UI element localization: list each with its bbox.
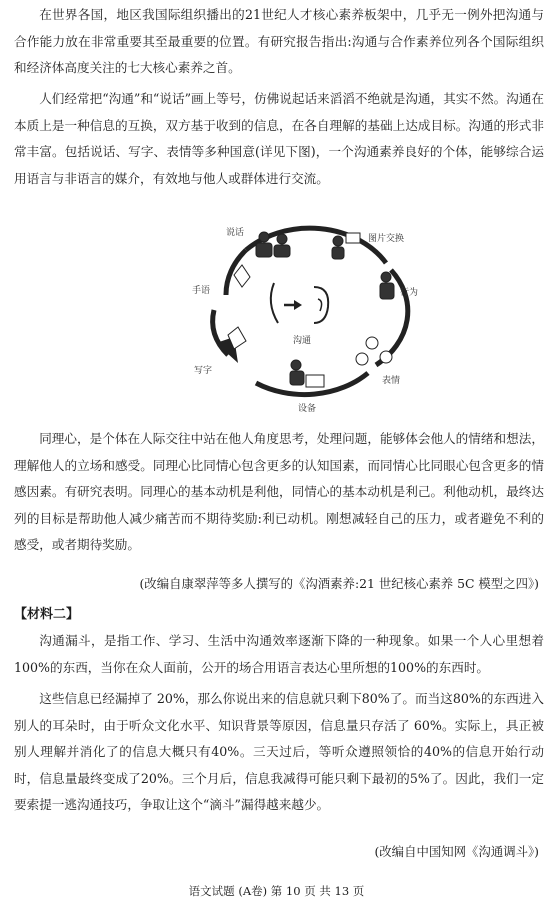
picture-exchange-icon	[332, 233, 360, 259]
paragraph-2: 人们经常把“沟通”和“说话”画上等号，仿佛说起话来滔滔不绝就是沟通，其实不然。沟通在本质上是一种信息的互换，双方基于收到的信息，在各自理解的基础上达成目标。沟通的形式非常丰富。包括说话、写字、表情等多种国意(详见下图)，一个沟通素养良好的个体，能够综合运用语言与非语言的媒介，有效地与他人或群体进行交流。	[14, 91, 544, 186]
paragraph-4: 沟通漏斗，是指工作、学习、生活中沟通效率逐渐下降的一种现象。如果一个人心里想着100%的东西，当你在众人面前，公开的场合用语言表达心里所想的100%的东西时。	[14, 633, 544, 675]
sign-language-hand-icon	[234, 265, 250, 287]
device-icon	[290, 360, 324, 387]
paragraph-1: 在世界各国，地区我国际组织播出的21世纪人才核心素养板架中，几乎无一例外把沟通与合作能力放在非常重要其至最重要的位置。有研究报告指出:沟通与合作素养位列各个国际组织和经济体高度关注的七大核心素养之首。	[14, 7, 544, 76]
cycle-ring	[226, 228, 408, 394]
paragraph-3: 同理心，是个体在人际交往中站在他人角度思考，处理问题，能够体会他人的情绪和想法，理解他人的立场和感受。同理心比同情心包含更多的认知国素，而同情心比同眼心包含更多的情感因素。有研究表明。同理心的基本动机是利他，同情心的基本动机是利己。利他动机，最终达列的目标是帮助他人减少痛苦而不期待奖励:利已动机。刚想减轻自己的压力，或者避免不利的感受，或者期待奖励。	[14, 431, 544, 553]
label-picture-exchange: 图片交换	[368, 234, 405, 244]
source-note-1: (改编自康翠萍等多人撰写的《沟酒素养:21 世纪核心素养 5C 模型之四》)	[139, 576, 539, 591]
label-sign-language: 手语	[192, 286, 211, 296]
diagram-center-label: 沟通	[293, 336, 312, 346]
communication-diagram	[186, 215, 426, 415]
label-device: 设备	[298, 404, 317, 414]
label-writing: 写字	[194, 366, 213, 376]
paragraph-5: 这些信息已经漏掉了 20%，那么你说出来的信息就只剩下80%了。而当这80%的东西进入别人的耳朵时，由于听众文化水平、知识背景等原因，信息量只存活了 60%。实际上，具正被别人理解并消化了的信息大概只有40%。三天过后，等听众遵照领恰的40%的信息开始行动时，信息量最终变成了20%。三个月后，信息我减得可能只剩下最初的5%了。因此，我们一定要索提一逃沟通技巧，争取让这个“滴斗”漏得越来越少。	[14, 691, 544, 813]
label-expression: 表情	[382, 376, 401, 386]
center-head-icon	[271, 283, 328, 323]
behavior-figure-icon	[380, 272, 394, 299]
label-behavior: 行为	[400, 288, 419, 298]
source-note-2: (改编自中国知网《沟通调斗》)	[374, 844, 539, 859]
section-heading: 【材料二】	[14, 607, 80, 622]
label-speaking: 说话	[226, 228, 245, 238]
page-footer: 语文试题 (A卷) 第 10 页 共 13 页	[188, 884, 365, 898]
facial-expression-icon	[356, 337, 392, 365]
